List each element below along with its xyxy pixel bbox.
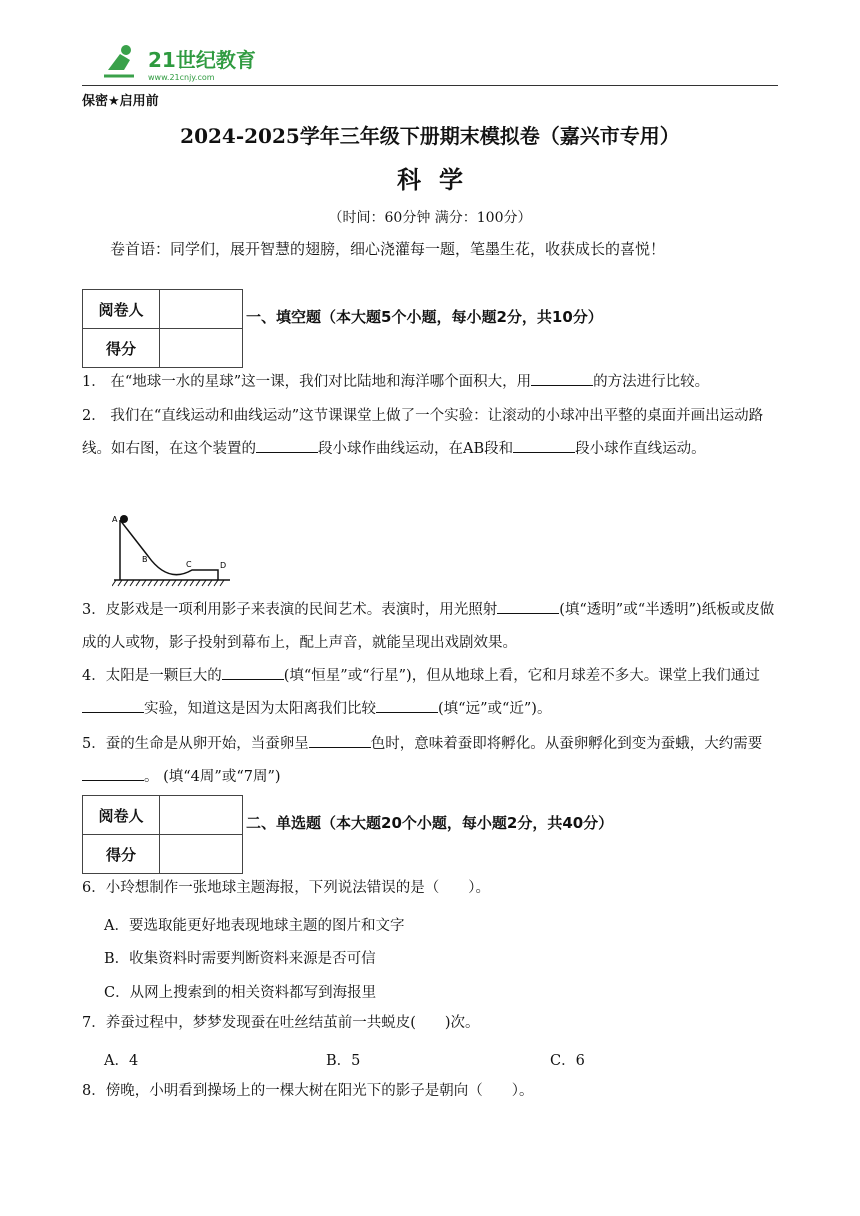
score-cell[interactable] xyxy=(160,835,243,874)
header-rule xyxy=(82,85,778,86)
score-cell[interactable] xyxy=(160,329,243,368)
option-6c[interactable]: C．从网上搜索到的相关资料都写到海报里 xyxy=(104,985,377,1001)
secret-label: 保密★启用前 xyxy=(82,94,159,109)
question-5: 5．蚕的生命是从卵开始，当蚕卵呈 色时，意味着蚕即将孵化。从蚕卵孵化到变为蚕蛾，大约需要。 (填“4周”或“7周”) xyxy=(82,728,782,794)
score-table-1 xyxy=(82,289,243,368)
answer-blank[interactable] xyxy=(376,698,438,713)
logo-21cnjy xyxy=(100,40,270,84)
answer-blank[interactable] xyxy=(82,698,144,713)
question-2: 2． 我们在“直线运动和曲线运动”这节课课堂上做了一个实验：让滚动的小球冲出平整的桌面并画出运动路线。如右图，在这个装置的 段小球作曲线运动，在AB段和 段小球作直线运动。 xyxy=(82,408,764,457)
answer-blank[interactable] xyxy=(309,733,371,748)
section-title-2: 二、单选题（本大题20个小题，每小题2分，共40分） xyxy=(246,814,614,832)
svg-text:D: D xyxy=(220,561,227,570)
answer-blank[interactable] xyxy=(222,665,284,680)
answer-blank[interactable] xyxy=(82,766,144,781)
ball xyxy=(120,515,128,523)
svg-text:C: C xyxy=(186,560,192,569)
time-info: （时间：60分钟 满分：100分） xyxy=(328,210,532,226)
exam-title: 2024-2025学年三年级下册期末模拟卷（嘉兴市专用） xyxy=(180,124,680,148)
option-7b[interactable]: B．5 xyxy=(326,1053,361,1069)
question-6: 6．小玲想制作一张地球主题海报，下列说法错误的是（ ）。 xyxy=(82,880,490,896)
answer-blank[interactable] xyxy=(531,371,593,386)
reviewer-cell[interactable] xyxy=(160,290,243,329)
section-title-1: 一、填空题（本大题5个小题，每小题2分，共10分） xyxy=(246,308,603,326)
score-label: 得分 xyxy=(83,329,160,368)
subject-title: 科学 xyxy=(397,165,481,194)
ramp-diagram xyxy=(112,512,232,587)
answer-blank[interactable] xyxy=(497,599,559,614)
question-4: 4．太阳是一颗巨大的 (填“恒星”或“行星”)，但从地球上看，它和月球差不多大。课堂上我们通过实验，知道这是因为太阳离我们比较 (填“远”或“近”)。 xyxy=(82,660,782,726)
question-1: 1． 在“地球一水的星球”这一课，我们对比陆地和海洋哪个面积大，用 的方法进行比较。 xyxy=(82,366,782,399)
score-table-2 xyxy=(82,795,243,874)
logo-url: www.21cnjy.com xyxy=(148,73,215,82)
option-7a[interactable]: A．4 xyxy=(104,1053,139,1069)
svg-text:B: B xyxy=(142,555,148,564)
question-8: 8．傍晚，小明看到操场上的一棵大树在阳光下的影子是朝向（ ）。 xyxy=(82,1083,534,1099)
option-6b[interactable]: B．收集资料时需要判断资料来源是否可信 xyxy=(104,951,376,967)
question-3: 3．皮影戏是一项利用影子来表演的民间艺术。表演时，用光照射 (填“透明”或“半透明”)纸板或皮做成的人或物，影子投射到幕布上，配上声音，就能呈现出戏剧效果。 xyxy=(82,594,782,660)
preface: 卷首语：同学们，展开智慧的翅膀，细心浇灌每一题，笔墨生花，收获成长的喜悦！ xyxy=(110,240,666,258)
answer-blank[interactable] xyxy=(256,438,318,453)
reviewer-label: 阅卷人 xyxy=(83,796,160,835)
question-7: 7．养蚕过程中，梦梦发现蚕在吐丝结茧前一共蜕皮( )次。 xyxy=(82,1015,480,1031)
reviewer-label: 阅卷人 xyxy=(83,290,160,329)
score-label: 得分 xyxy=(83,835,160,874)
option-6a[interactable]: A．要选取能更好地表现地球主题的图片和文字 xyxy=(104,918,405,934)
logo-text: 21世纪教育 xyxy=(148,48,256,72)
answer-blank[interactable] xyxy=(513,438,575,453)
svg-text:A: A xyxy=(112,515,118,524)
reviewer-cell[interactable] xyxy=(160,796,243,835)
option-7c[interactable]: C．6 xyxy=(550,1053,585,1069)
